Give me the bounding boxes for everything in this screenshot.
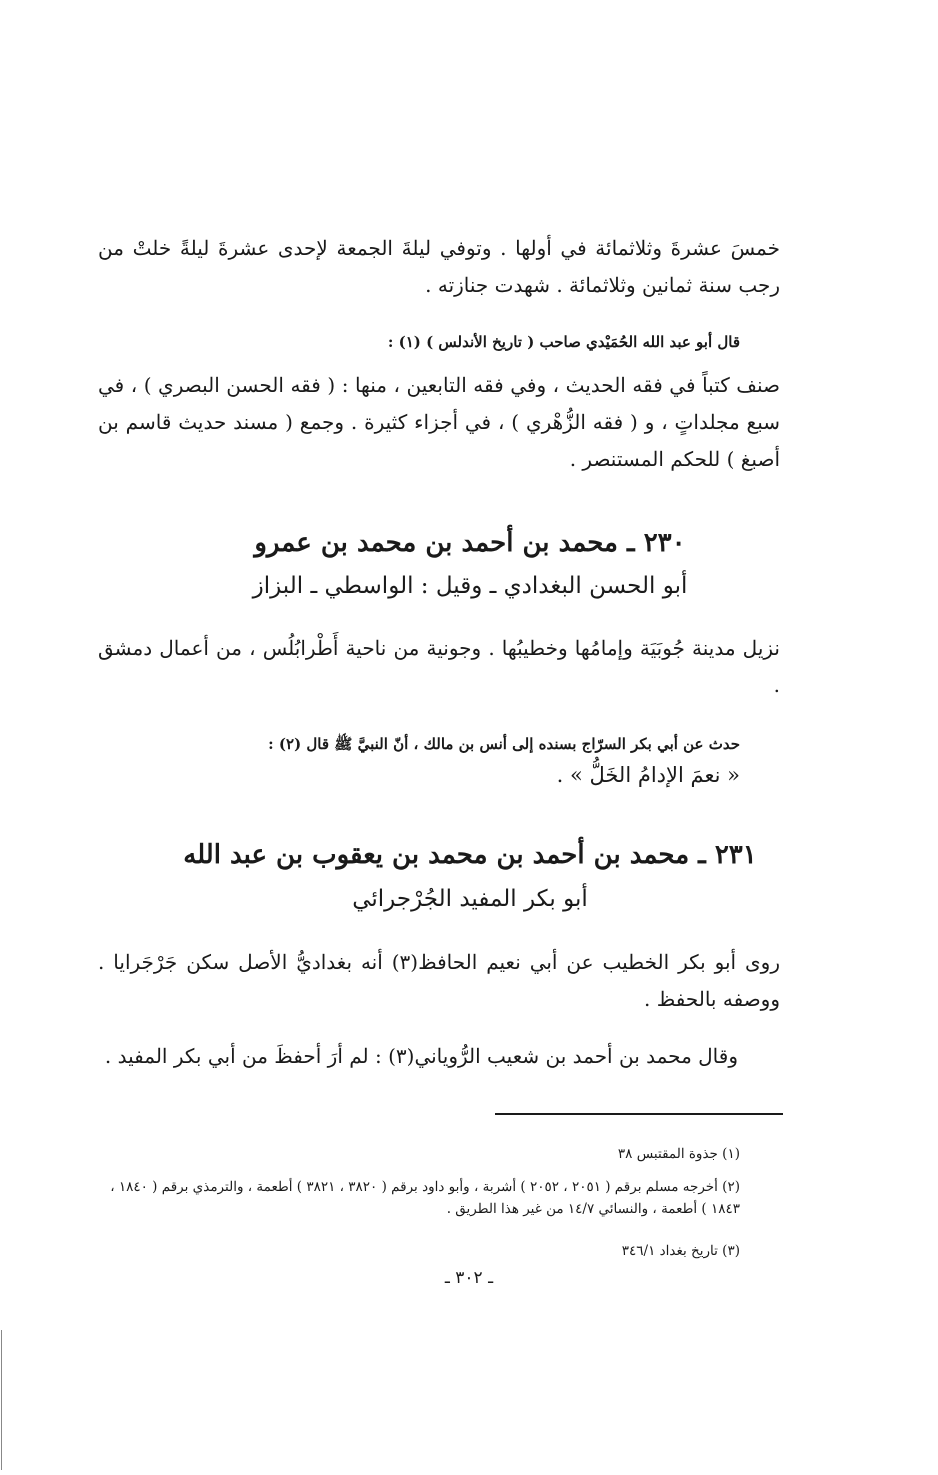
scan-margin-line [1,1330,2,1470]
page-number: ـ ٣٠٢ ـ [444,1268,494,1288]
entry-231-body-2: وقال محمد بن أحمد بن شعيب الرُّوياني(٣) : لم أرَ أحفظَ من أبي بكر المفيد . [104,1044,738,1068]
footnote-1: (١) جذوة المقتبس ٣٨ [617,1146,740,1162]
paragraph-continuation: خمسَ عشرةَ وثلاثمائة في أولها . وتوفي ليلةَ الجمعة لإحدى عشرةَ ليلةً خلتْ من رجب سنة ثمانين وثلاثمائة . شهدت جنازته . [98,236,780,297]
entry-230-hadith-text: « نعمَ الإدامُ الخَلُّ » . [556,763,740,787]
entry-231-body-1: روى أبو بكر الخطيب عن أبي نعيم الحافظ(٣) أنه بغداديُّ الأصل سكن جَرْجَرايا . ووصفه بالحفظ . [98,950,780,1011]
footnote-2: (٢) أخرجه مسلم برقم ( ٢٠٥١ ، ٢٠٥٢ ) أشربة ، وأبو داود برقم ( ٣٨٢٠ ، ٣٨٢١ ) أطعمة ، والترمذي برقم ( ١٨٤٠ ، ١٨٤٣ ) أطعمة ، والنسائي ١٤/٧ من غير هذا الطريق . [110,1179,740,1217]
entry-231-title: ٢٣١ ـ محمد بن أحمد بن محمد بن يعقوب بن عبد الله [183,840,757,870]
footnote-3: (٣) تاريخ بغداد ٣٤٦/١ [621,1243,740,1259]
entry-230-hadith-chain: حدث عن أبي بكر السرّاج بسنده إلى أنس بن مالك ، أنّ النبيَّ ﷺ قال (٢) : [268,735,740,753]
entry-231-subtitle: أبو بكر المفيد الجُرْجرائي [352,886,588,912]
footnote-separator [495,1113,783,1115]
quote-attribution-humaydi: قال أبو عبد الله الحُمَيْدي صاحب ( تاريخ الأندلس ) (١) : [387,333,740,351]
entry-230-subtitle: أبو الحسن البغدادي ـ وقيل : الواسطي ـ البزاز [252,573,688,599]
entry-230-body: نزيل مدينة جُوبَيَة وإمامُها وخطيبُها . وجونية من ناحية أَطْرابُلُس ، من أعمال دمشق . [98,636,780,697]
entry-230-title: ٢٣٠ ـ محمد بن أحمد بن محمد بن عمرو [254,528,686,558]
paragraph-works: صنف كتباً في فقه الحديث ، وفي فقه التابعين ، منها : ( فقه الحسن البصري ) ، في سبع مجلداتٍ ، و ( فقه الزُّهْري ) ، في أجزاء كثيرة . وجمع ( مسند حديث قاسم بن أصبغ ) للحكم المستنصر . [98,373,780,471]
